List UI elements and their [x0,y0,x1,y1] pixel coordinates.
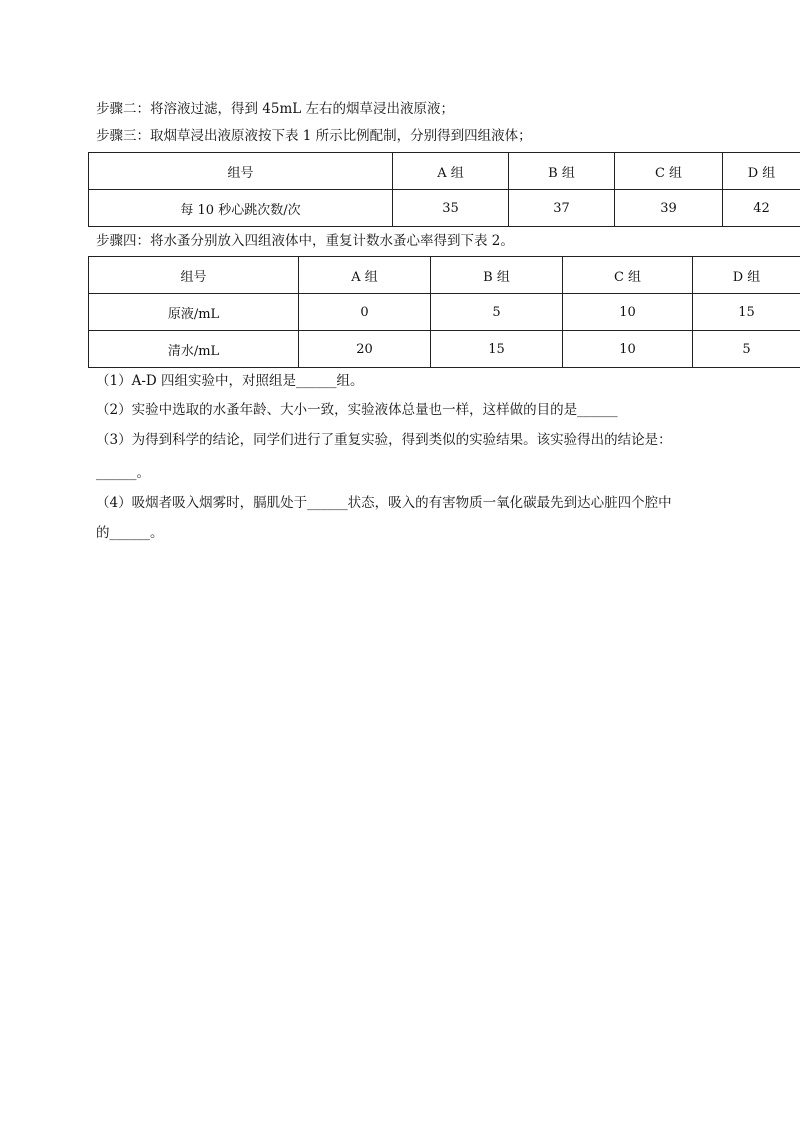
question-3-answer-blank: ______。 [96,465,150,481]
table-cell: D 组 [693,257,800,294]
table-cell: B 组 [509,153,615,190]
table-cell: 42 [723,190,800,227]
table-cell: 35 [393,190,509,227]
step2-text: 步骤二：将溶液过滤，得到 45mL 左右的烟草浸出液原液； [96,101,455,117]
question-1: （1）A-D 四组实验中，对照组是______组。 [96,373,364,389]
table-1-data-row [89,190,800,227]
table-cell: C 组 [615,153,723,190]
table-2-header-row [89,257,800,294]
question-4: （4）吸烟者吸入烟雾时，膈肌处于______状态，吸入的有害物质一氧化碳最先到达心脏四个腔中 [96,495,672,511]
table-cell: 5 [693,331,800,368]
step3-text: 步骤三：取烟草浸出液原液按下表 1 所示比例配制，分别得到四组液体； [96,128,532,144]
table-2-row [89,294,800,331]
table-cell: A 组 [393,153,509,190]
table-cell: D 组 [723,153,800,190]
table-cell: 15 [431,331,563,368]
table-1 [88,152,800,227]
table-cell: 37 [509,190,615,227]
table-2 [88,256,800,368]
question-3: （3）为得到科学的结论，同学们进行了重复实验，得到类似的实验结果。该实验得出的结论是： [96,432,672,448]
table-cell: 5 [431,294,563,331]
table-cell: 组号 [89,257,299,294]
question-4-continuation: 的______。 [96,525,164,541]
table-cell: 10 [563,294,693,331]
table-cell: 0 [299,294,431,331]
step4-text: 步骤四：将水蚤分别放入四组液体中，重复计数水蚤心率得到下表 2。 [96,233,514,249]
table-cell: 20 [299,331,431,368]
table-cell: 组号 [89,153,393,190]
table-cell: 清水/mL [89,331,299,368]
table-cell: 原液/mL [89,294,299,331]
question-2: （2）实验中选取的水蚤年龄、大小一致，实验液体总量也一样，这样做的目的是______ [96,402,618,418]
table-cell: 每 10 秒心跳次数/次 [89,190,393,227]
table-1-header-row [89,153,800,190]
table-cell: B 组 [431,257,563,294]
table-cell: 39 [615,190,723,227]
table-cell: A 组 [299,257,431,294]
table-cell: C 组 [563,257,693,294]
table-2-row [89,331,800,368]
table-cell: 10 [563,331,693,368]
table-cell: 15 [693,294,800,331]
